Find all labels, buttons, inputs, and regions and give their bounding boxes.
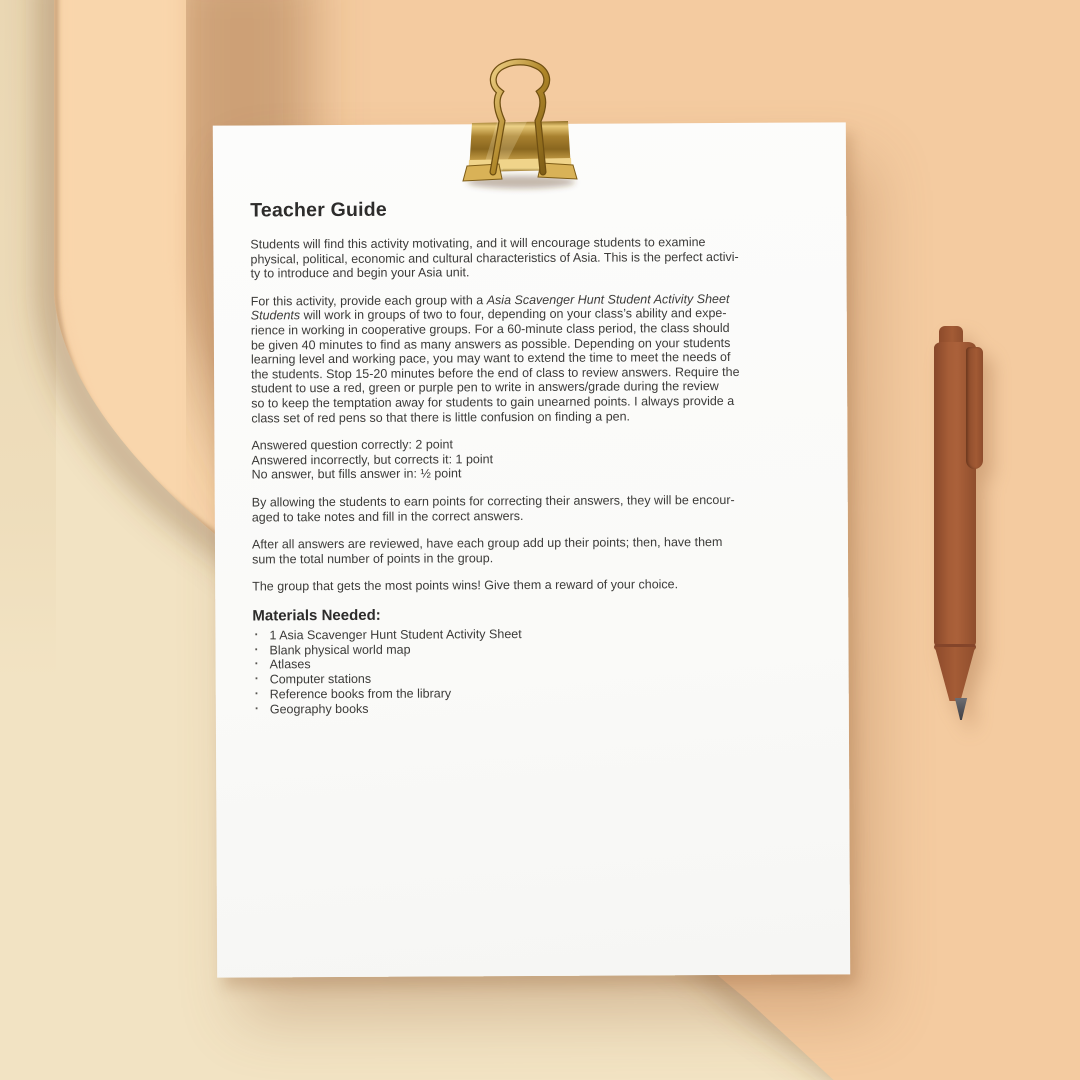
text-line: learning level and working pace, you may want to extend the time to meet the needs of — [250, 350, 731, 367]
material-item: · Reference books from the library — [253, 685, 825, 703]
text-line: Answered question correctly: 2 point — [251, 437, 453, 453]
text-line: rience in working in cooperative groups. For a 60-minute class period, the class should — [250, 320, 730, 338]
text-line: so to keep the temptation away for students to gain unearned points. I always provide a — [251, 393, 735, 411]
material-item: · Geography books — [253, 699, 825, 717]
paragraph-4 — [252, 492, 824, 524]
materials-list — [252, 625, 824, 717]
paragraph-1 — [250, 234, 822, 281]
text-line: the students. Stop 15-20 minutes before the end of class to review answers. Require the — [251, 364, 740, 382]
material-item: · Atlases — [253, 655, 825, 673]
text-line: student to use a red, green or purple pen to write in answers/grade during the review — [251, 379, 719, 396]
text-line: For this activity, provide each group with a Asia Scavenger Hunt Student Activity Sheet — [250, 291, 730, 309]
pen-pocket-clip — [966, 347, 983, 469]
text-line: After all answers are reviewed, have each group add up their points; then, have them — [251, 535, 723, 552]
paragraph-5 — [252, 535, 824, 567]
document-sheet — [213, 122, 850, 977]
text-line: class set of red pens so that there is little confusion on finding a pen. — [251, 409, 631, 425]
text-line: physical, political, economic and cultural characteristics of Asia. This is the perfect activi- — [250, 249, 739, 267]
material-item: · Computer stations — [253, 670, 825, 688]
text-line: By allowing the students to earn points for correcting their answers, they will be encour- — [251, 492, 735, 510]
paragraph-3 — [251, 436, 823, 483]
pen-tip — [954, 698, 968, 720]
text-line: The group that gets the most points wins! Give them a reward of your choice. — [252, 577, 679, 594]
paragraph-6 — [252, 577, 824, 595]
text-line: Students will work in groups of two to four, depending on your class’s ability and expe- — [250, 306, 727, 323]
paragraph-2 — [251, 291, 824, 425]
pen — [930, 326, 992, 724]
material-item: · 1 Asia Scavenger Hunt Student Activity Sheet — [252, 625, 824, 643]
text-line: aged to take notes and fill in the correct answers. — [251, 508, 524, 524]
text-line: No answer, but fills answer in: ½ point — [251, 466, 462, 482]
text-line: ty to introduce and begin your Asia unit. — [250, 265, 470, 281]
binder-clip — [455, 48, 605, 198]
materials-heading: Materials Needed: — [252, 606, 381, 625]
paper-body-text — [250, 234, 824, 594]
text-line: Students will find this activity motivating, and it will encourage students to examine — [250, 235, 706, 252]
material-item: · Blank physical world map — [252, 640, 824, 658]
text-line: be given 40 minutes to find as many answers as possible. Depending on your students — [250, 335, 731, 353]
document-title: Teacher Guide — [250, 198, 387, 222]
document-content — [213, 122, 850, 977]
text-line: Answered incorrectly, but corrects it: 1 point — [251, 451, 494, 468]
text-line: sum the total number of points in the group. — [252, 550, 494, 567]
pen-taper — [934, 647, 976, 701]
